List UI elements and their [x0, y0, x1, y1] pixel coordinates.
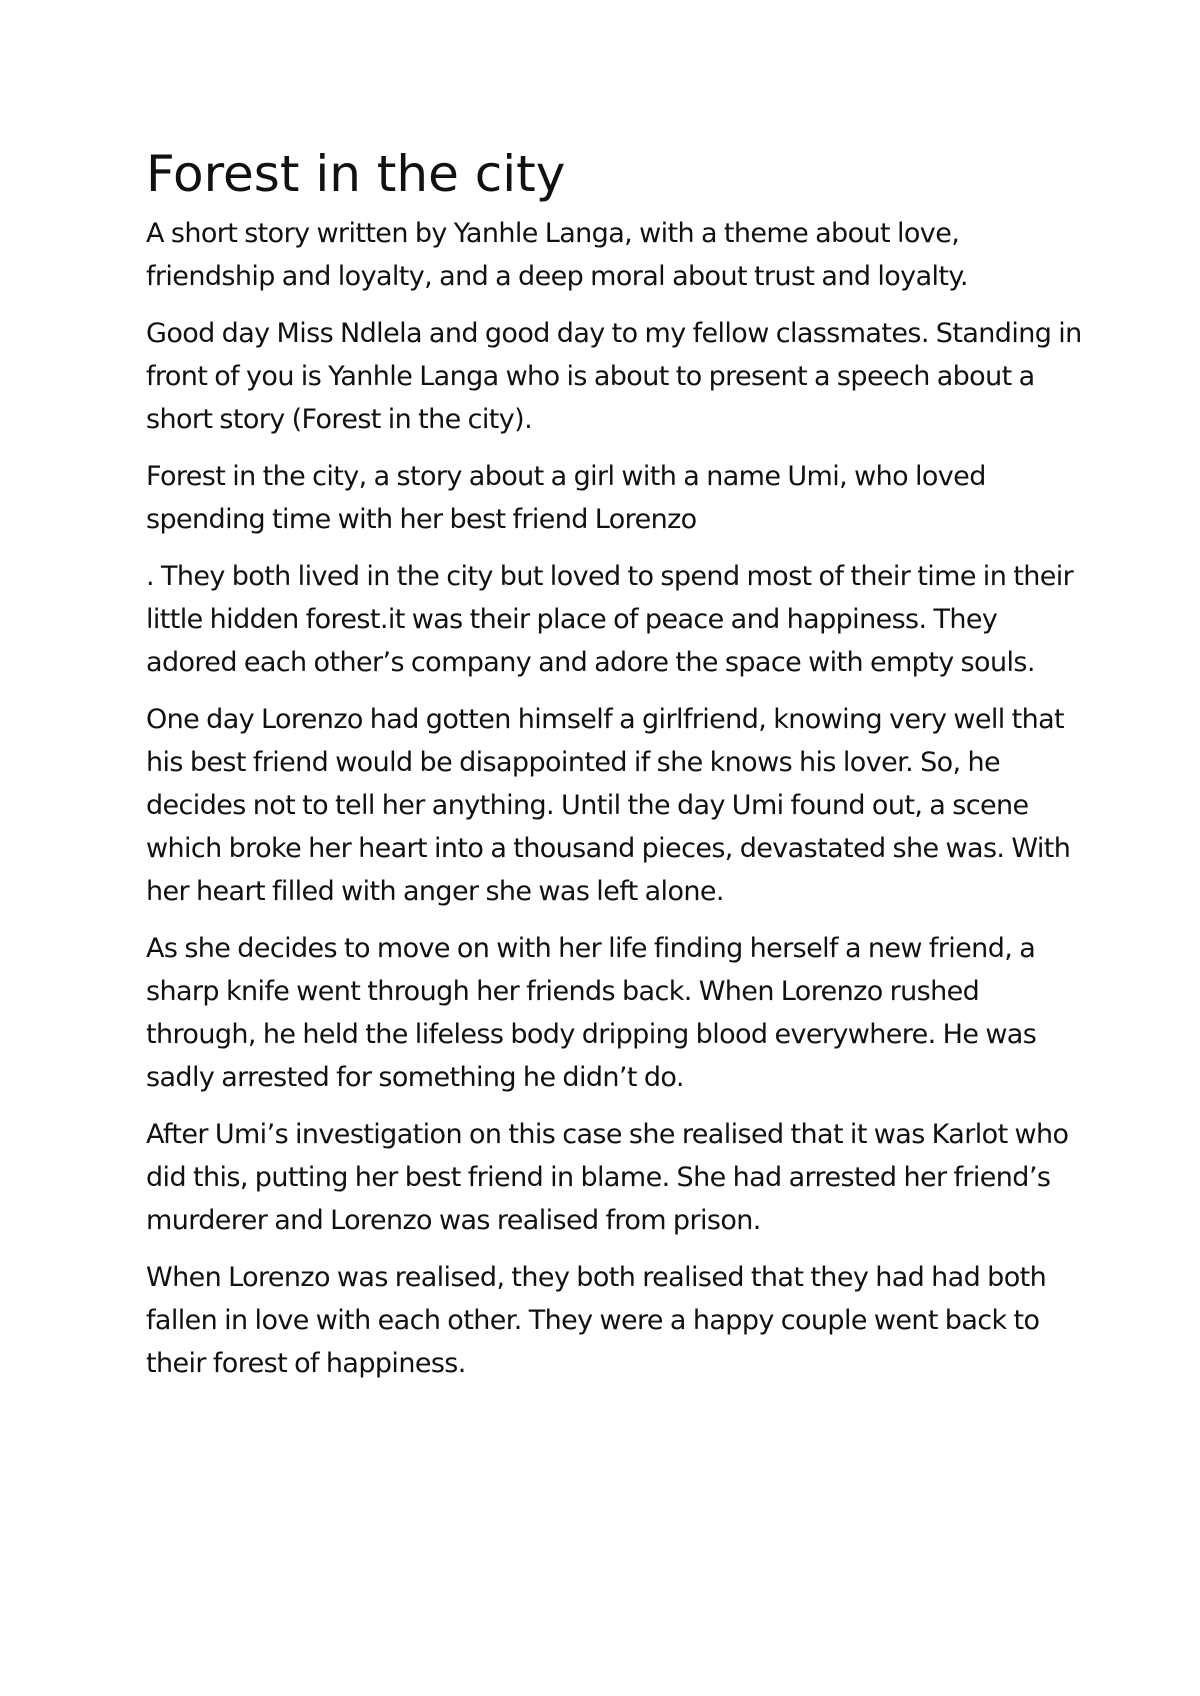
ending-paragraph: When Lorenzo was realised, they both realised that they had had both fallen in love with each other. They were a happy couple went back to their forest of happiness. [146, 1262, 1047, 1379]
story-intro-paragraph: Forest in the city, a story about a girl with a name Umi, who loved spending time with her best friend Lorenzo [146, 461, 986, 535]
greeting-paragraph: Good day Miss Ndlela and good day to my fellow classmates. Standing in front of you is Yanhle Langa who is about to present a speech about a short story (Forest in the city). [146, 318, 1082, 435]
forest-paragraph: . They both lived in the city but loved to spend most of their time in their little hidden forest.it was their place of peace and happiness. They adored each other’s company and adore the space with empty souls. [146, 561, 1074, 678]
knife-paragraph: As she decides to move on with her life finding herself a new friend, a sharp knife went through her friends back. When Lorenzo rushed through, he held the lifeless body dripping blood everywhere. He was sadly arrested for something he didn’t do. [146, 933, 1037, 1093]
document-title: Forest in the city [146, 145, 566, 203]
story-summary-paragraph: A short story written by Yanhle Langa, with a theme about love, friendship and loyalty, and a deep moral about trust and loyalty. [146, 218, 968, 292]
investigation-paragraph: After Umi’s investigation on this case she realised that it was Karlot who did this, putting her best friend in blame. She had arrested her friend’s murderer and Lorenzo was realised from prison. [146, 1119, 1069, 1236]
girlfriend-paragraph: One day Lorenzo had gotten himself a girlfriend, knowing very well that his best friend would be disappointed if she knows his lover. So, he decides not to tell her anything. Until the day Umi found out, a scene which broke her heart into a thousand pieces, devastated she was. With her heart filled with anger she was left alone. [146, 704, 1071, 907]
document-body [146, 142, 1086, 1399]
